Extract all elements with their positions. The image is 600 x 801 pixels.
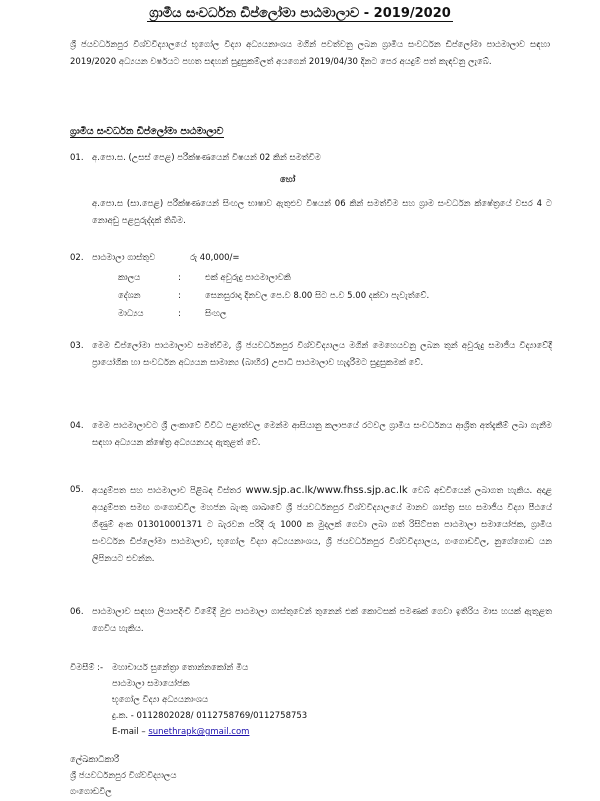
item-3-text: මෙම ඩිප්ලෝමා පාඨමාලාව සමත්වීම, ශ්‍රී ජයවර්ධනපුර විශ්වවිද්‍යාලය මගින් මෙහෙයවනු ලබන තුන් අවුරුදු සමාජීය විද්‍යාවේදී ප්‍රායෝගික හා සංවර්ධන අධ්‍යයන සාමාන්‍ය (බාහිර) උපාධි පාඨමාලාව හැදෑරීමට සුදුසුකමක් වේ. (92, 341, 552, 368)
website-link[interactable]: www.sjp.ac.lk/www.fhss.sjp.ac.lk (245, 485, 408, 496)
duration-colon: : (178, 273, 181, 283)
lectures-colon: : (178, 291, 181, 301)
item-6-number: 06. (70, 607, 84, 617)
fee-value: රු 40,000/= (190, 253, 240, 263)
lectures-label: දේශන (118, 291, 141, 301)
medium-colon: : (178, 309, 181, 319)
item-4-number: 04. (70, 421, 84, 431)
signoff-location: ගංගොඩවිල (70, 787, 112, 797)
item-2-number: 02. (70, 253, 84, 263)
page-title: ග්‍රාමීය සංවර්ධන ඩිප්ලෝමා පාඨමාලාව - 2019/2020 (149, 6, 451, 21)
duration-label: කාලය (118, 273, 141, 283)
item-1-text: අ.පො.ස. (උසස් පෙළ) පරීක්ෂණයෙන් විෂයන් 02 කින් සමත්වීම (92, 153, 321, 163)
item-5-text-a: අයදුම්පත සහ පාඨමාලාව පිළිබඳ විස්තර (92, 486, 242, 496)
item-5-text-b: වෙබ් අඩවියෙන් ලබාගත හැකිය. අදාළ අයදුම්පත සමඟ ගංගොඩවිල මහජන බැංකු ශාඛාවේ ශ්‍රී ජයවර්ධනපුර විශ්වවිද්‍යාලයේ මානව ශාස්ත්‍ර සහ සමාජීය විද්‍යා පීඨයේ ගිණුම් අංක (92, 486, 552, 530)
item-6-text: පාඨමාලාව සඳහා ලියාපදිංචි වීමේදී මුළු පාඨමාලා ගාස්තුවෙන් තුනෙන් එක් කොටසක් පමණක් ගෙවා ඉතිරිය මාස හයක් ඇතුළත ගෙවිය හැකිය. (92, 607, 552, 634)
contact-name: මහාචාර්ය සුනේත්‍රා තොන්නකෝන් මිය (112, 663, 249, 673)
item-5-text-c: ට බැරවන පරිදි රු 1000 ක මුදලක් ගෙවා ලබා ගත් රිසිට්පත පාඨමාලා සමායෝජක, ග්‍රාමීය සංවර්ධන ඩිප්ලෝමා පාඨමාලාව, භූගෝල විද්‍යා අධ්‍යයනාංශය, ශ්‍රී ජයවර්ධනපුර විශ්වවිද්‍යාලය, ගංගොඩවිල, නුගේගොඩ යන ලිපිනයට එවන්න. (92, 520, 552, 564)
contact-department: භූගෝල විද්‍යා අධ්‍යයනාංශය (112, 695, 209, 705)
item-1-or: හෝ (280, 175, 296, 185)
item-5-number: 05. (70, 485, 84, 495)
duration-value: එක් අවුරුදු පාඨමාලාවකි (205, 273, 291, 283)
contact-role: පාඨමාලා සමායෝජක (112, 679, 190, 689)
signoff-university: ශ්‍රී ජයවර්ධනපුර විශ්වවිද්‍යාලය (70, 771, 177, 781)
item-3-number: 03. (70, 341, 84, 351)
medium-label: මාධ්‍යය (118, 309, 144, 319)
item-5-text (92, 482, 552, 568)
medium-value: සිංහල (205, 309, 227, 319)
contact-phone: දු.ක. - 0112802028/ 0112758769/0112758753 (112, 711, 308, 721)
section-heading: ග්‍රාමීය සංවර්ධන ඩිප්ලෝමා පාඨමාලාව (70, 126, 224, 137)
email-link[interactable]: sunethrapk@gmail.com (148, 727, 250, 737)
contact-label: විමසීම් :- (70, 663, 104, 673)
contact-email-row (112, 724, 249, 741)
signoff-title: ලේඛකාධිකාරී (70, 755, 120, 765)
item-4-text: මෙම පාඨමාලාවට ශ්‍රී ලංකාවේ විවිධ පළාත්වල මෙන්ම ආසියානු කලාපයේ රටවල ග්‍රාමීය සංවර්ධනය ආශ්‍රිත අත්දැකීම් ලබා ගැනීම සඳහා අධ්‍යයන ක්ෂේත්‍ර අධ්‍යයනයද ඇතුළත් වේ. (92, 421, 552, 448)
item-1-number: 01. (70, 153, 84, 163)
fee-label: පාඨමාලා ගාස්තුව (92, 253, 156, 263)
lectures-value: සෙනසුරාදා දිනවල පෙ.ව 8.00 සිට ප.ව 5.00 දක්වා පැවැත්වේ. (205, 291, 430, 301)
intro-paragraph: ශ්‍රී ජයවර්ධනපුර විශ්වවිද්‍යාලයේ භූගෝල විද්‍යා අධ්‍යයනාංශය මගින් පවත්වනු ලබන ග්‍රාමීය සංවර්ධන ඩිප්ලෝමා පාඨමාලාව සඳහා 2019/2020 අධ්‍යයන වර්ෂයට පහත සඳහන් සුදුසුකම්ලත් අයගෙන් 2019/04/30 දිනට පෙර අයදුම් පත් කැඳවනු ලැබේ. (70, 40, 550, 67)
item-1-alt-text: අ.පො.ස (සා.පෙළ) පරීක්ෂණයෙන් සිංහල භාෂාව ඇතුළුව විෂයන් 06 කින් සමත්වීම සහ ග්‍රාම සංවර්ධන ක්ෂේත්‍රයේ වසර 4 ට නොඅඩු පළපුරුද්දක් තිබීම. (92, 199, 552, 226)
account-number: 013010001371 (137, 520, 203, 530)
email-label: E-mail – (112, 727, 146, 737)
